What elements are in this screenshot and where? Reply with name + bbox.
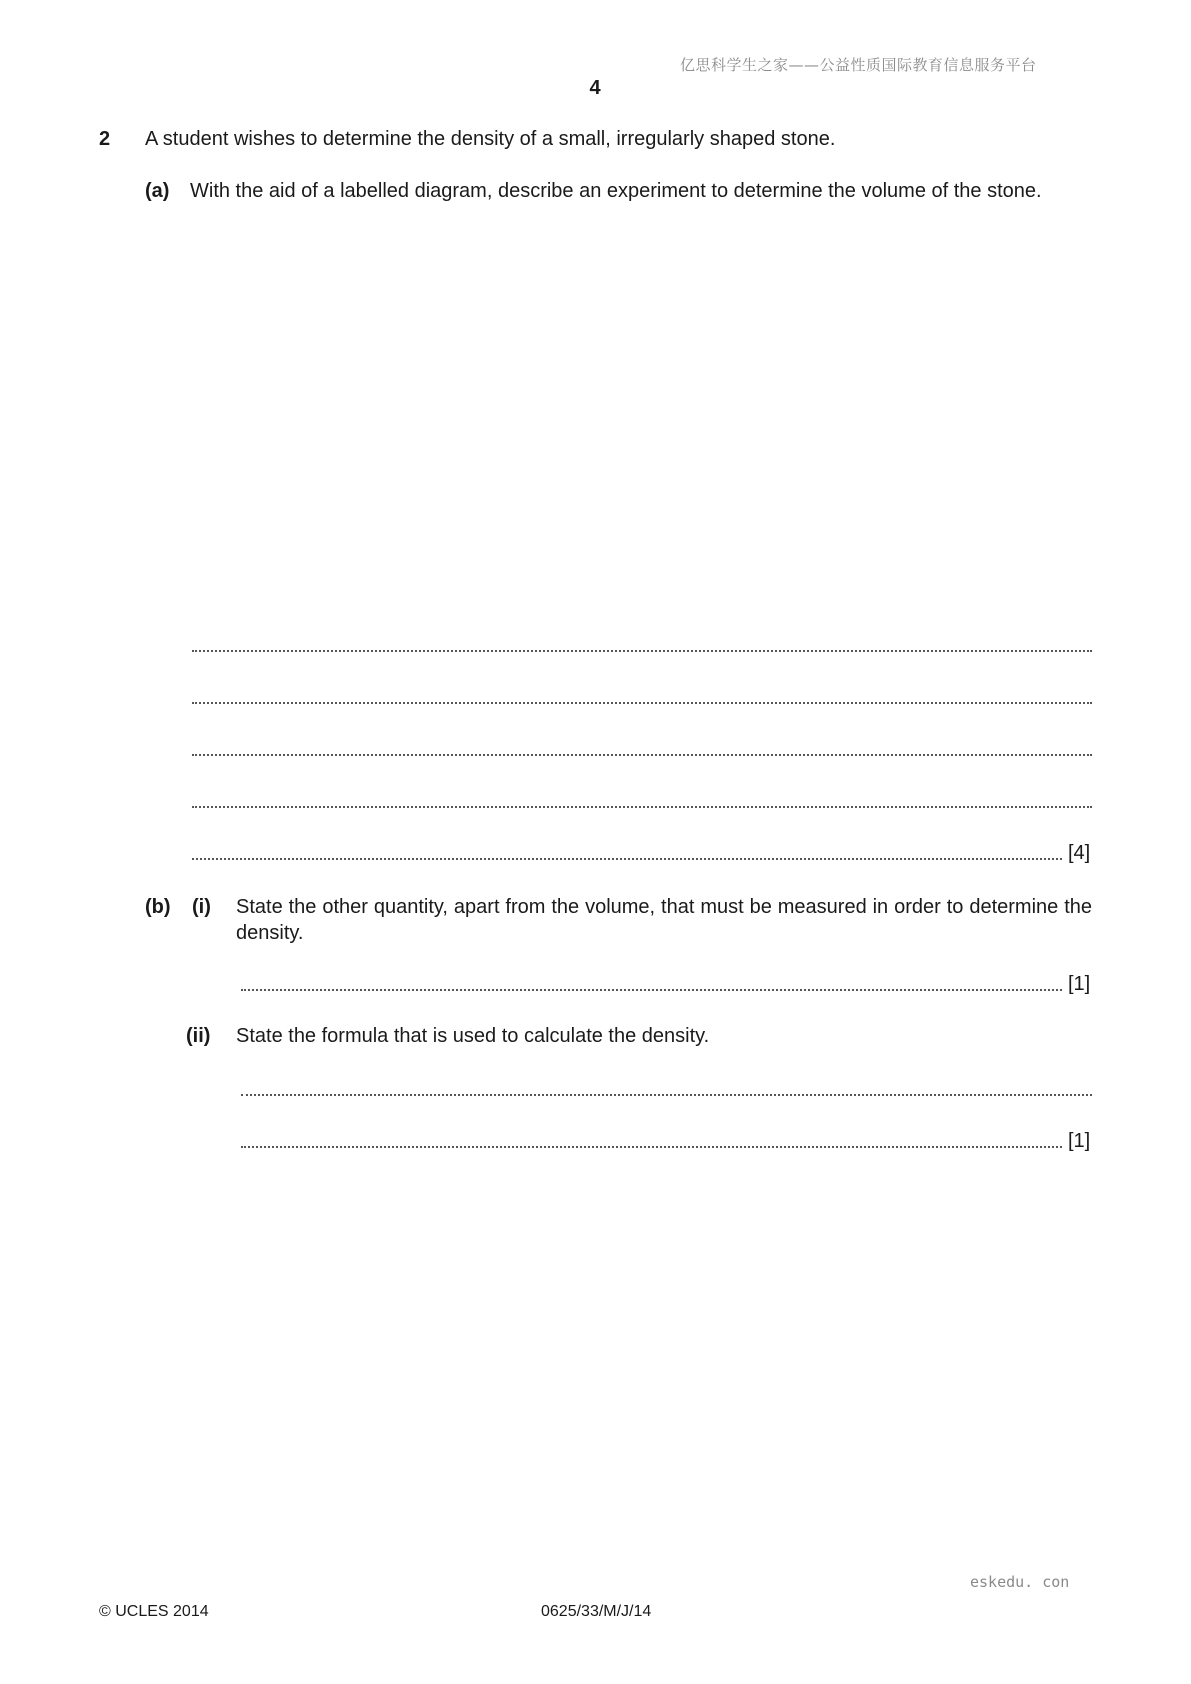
part-b-ii-text: State the formula that is used to calculate the density. (236, 1025, 710, 1047)
question-stem: A student wishes to determine the density of a small, irregularly shaped stone. (145, 128, 836, 150)
part-a-text: With the aid of a labelled diagram, describe an experiment to determine the volume of the stone. (190, 180, 1042, 202)
part-b-i-label: (i) (192, 896, 211, 918)
answer-line-a5[interactable] (192, 840, 1062, 860)
part-b-i-marks: [1] (1068, 973, 1091, 995)
part-b-label: (b) (145, 896, 171, 918)
part-b-ii-marks: [1] (1068, 1130, 1091, 1152)
question-number: 2 (99, 128, 111, 150)
answer-line-b-i[interactable] (241, 971, 1062, 991)
answer-line-a3[interactable] (192, 736, 1092, 756)
page-number: 4 (589, 77, 601, 99)
answer-line-a4[interactable] (192, 788, 1092, 808)
answer-line-a2[interactable] (192, 684, 1092, 704)
part-a-label: (a) (145, 180, 170, 202)
copyright: © UCLES 2014 (99, 1603, 209, 1620)
diagram-space[interactable] (190, 240, 1092, 620)
part-b-i-text: State the other quantity, apart from the volume, that must be measured in order to determine the density. (236, 896, 1092, 944)
part-a-marks: [4] (1068, 842, 1091, 864)
paper-code: 0625/33/M/J/14 (541, 1603, 652, 1620)
answer-line-a1[interactable] (192, 632, 1092, 652)
header-watermark: 亿思科学生之家——公益性质国际教育信息服务平台 (680, 56, 1037, 74)
part-b-ii-label: (ii) (186, 1025, 211, 1047)
answer-line-b-ii-1[interactable] (241, 1076, 1092, 1096)
footer-watermark: eskedu. con (970, 1573, 1070, 1591)
answer-line-b-ii-2[interactable] (241, 1128, 1062, 1148)
